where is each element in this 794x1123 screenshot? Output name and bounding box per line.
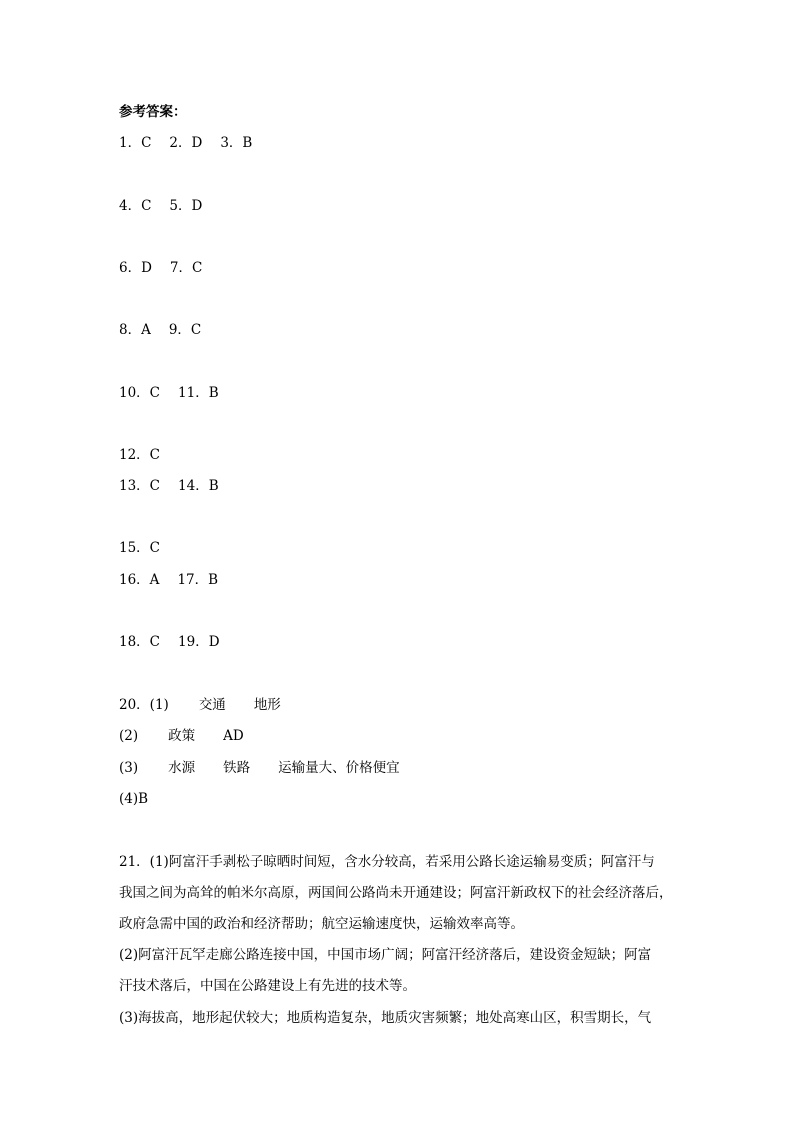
q21-line-4: (2)阿富汗瓦罕走廊公路连接中国，中国市场广阔；阿富汗经济落后，建设资金短缺；阿富 [119, 947, 652, 963]
answer-row-8 [119, 539, 178, 557]
answer-2: 2．D [169, 135, 203, 151]
answer-row-10 [119, 633, 238, 651]
q20-part-3-answer-2: 铁路 [223, 760, 251, 776]
answer-15: 15．C [119, 540, 161, 556]
q20-part-2-label: (2) [119, 728, 139, 744]
answer-3: 3．B [220, 135, 253, 151]
answer-6: 6．D [119, 260, 152, 276]
q20-part-1-answer-1: 交通 [198, 697, 226, 713]
answer-5: 5．D [169, 198, 203, 214]
answer-18: 18．C [119, 634, 161, 650]
answer-9: 9．C [168, 322, 202, 338]
q20-part-2-answer-2: AD [223, 728, 244, 744]
q20-part-2-answer-1: 政策 [168, 728, 196, 744]
answer-11: 11．B [178, 385, 219, 401]
answer-row-4 [119, 321, 219, 339]
answer-1: 1．C [119, 135, 152, 151]
q20-part-1 [119, 696, 281, 714]
answer-row-1 [119, 134, 270, 152]
q21-line-2: 我国之间为高耸的帕米尔高原，两国间公路尚未开通建设；阿富汗新政权下的社会经济落后， [119, 885, 673, 901]
q21-line-6: (3)海拔高，地形起伏较大；地质构造复杂，地质灾害频繁；地处高寒山区，积雪期长，气 [119, 1010, 652, 1026]
answer-row-3 [119, 259, 220, 277]
answer-8: 8．A [119, 322, 151, 338]
answer-14: 14．B [178, 478, 219, 494]
q20-part-3-answer-1: 水源 [168, 760, 196, 776]
q20-part-3-label: (3) [119, 760, 139, 776]
answer-row-6 [119, 446, 178, 464]
answer-row-2 [119, 197, 220, 215]
answer-12: 12．C [119, 447, 161, 463]
q21-line-3: 政府急需中国的政治和经济帮助；航空运输速度快，运输效率高等。 [119, 916, 524, 932]
answer-4: 4．C [119, 198, 152, 214]
answer-row-7 [119, 477, 237, 495]
q20-part-1-answer-2: 地形 [253, 697, 281, 713]
q20-part-3 [119, 759, 400, 777]
q20-part-3-answer-3: 运输量大、价格便宜 [278, 760, 400, 776]
answer-7: 7．C [169, 260, 203, 276]
answer-row-5 [119, 384, 237, 402]
answer-heading: 参考答案： [119, 104, 187, 120]
answer-17: 17．B [177, 572, 219, 588]
answer-10: 10．C [119, 385, 161, 401]
q20-part-2 [119, 727, 244, 745]
answer-16: 16．A [119, 572, 160, 588]
answer-13: 13．C [119, 478, 161, 494]
q20-part-4: (4)B [119, 791, 149, 807]
q20-part-1-label: 20．(1) [119, 697, 169, 713]
q21-line-1: 21．(1)阿富汗手剥松子晾晒时间短，含水分较高，若采用公路长途运输易变质；阿富汗与 [119, 854, 655, 870]
answer-19: 19．D [178, 634, 220, 650]
q21-line-5: 汗技术落后，中国在公路建设上有先进的技术等。 [119, 978, 416, 994]
answer-row-9 [119, 571, 236, 589]
